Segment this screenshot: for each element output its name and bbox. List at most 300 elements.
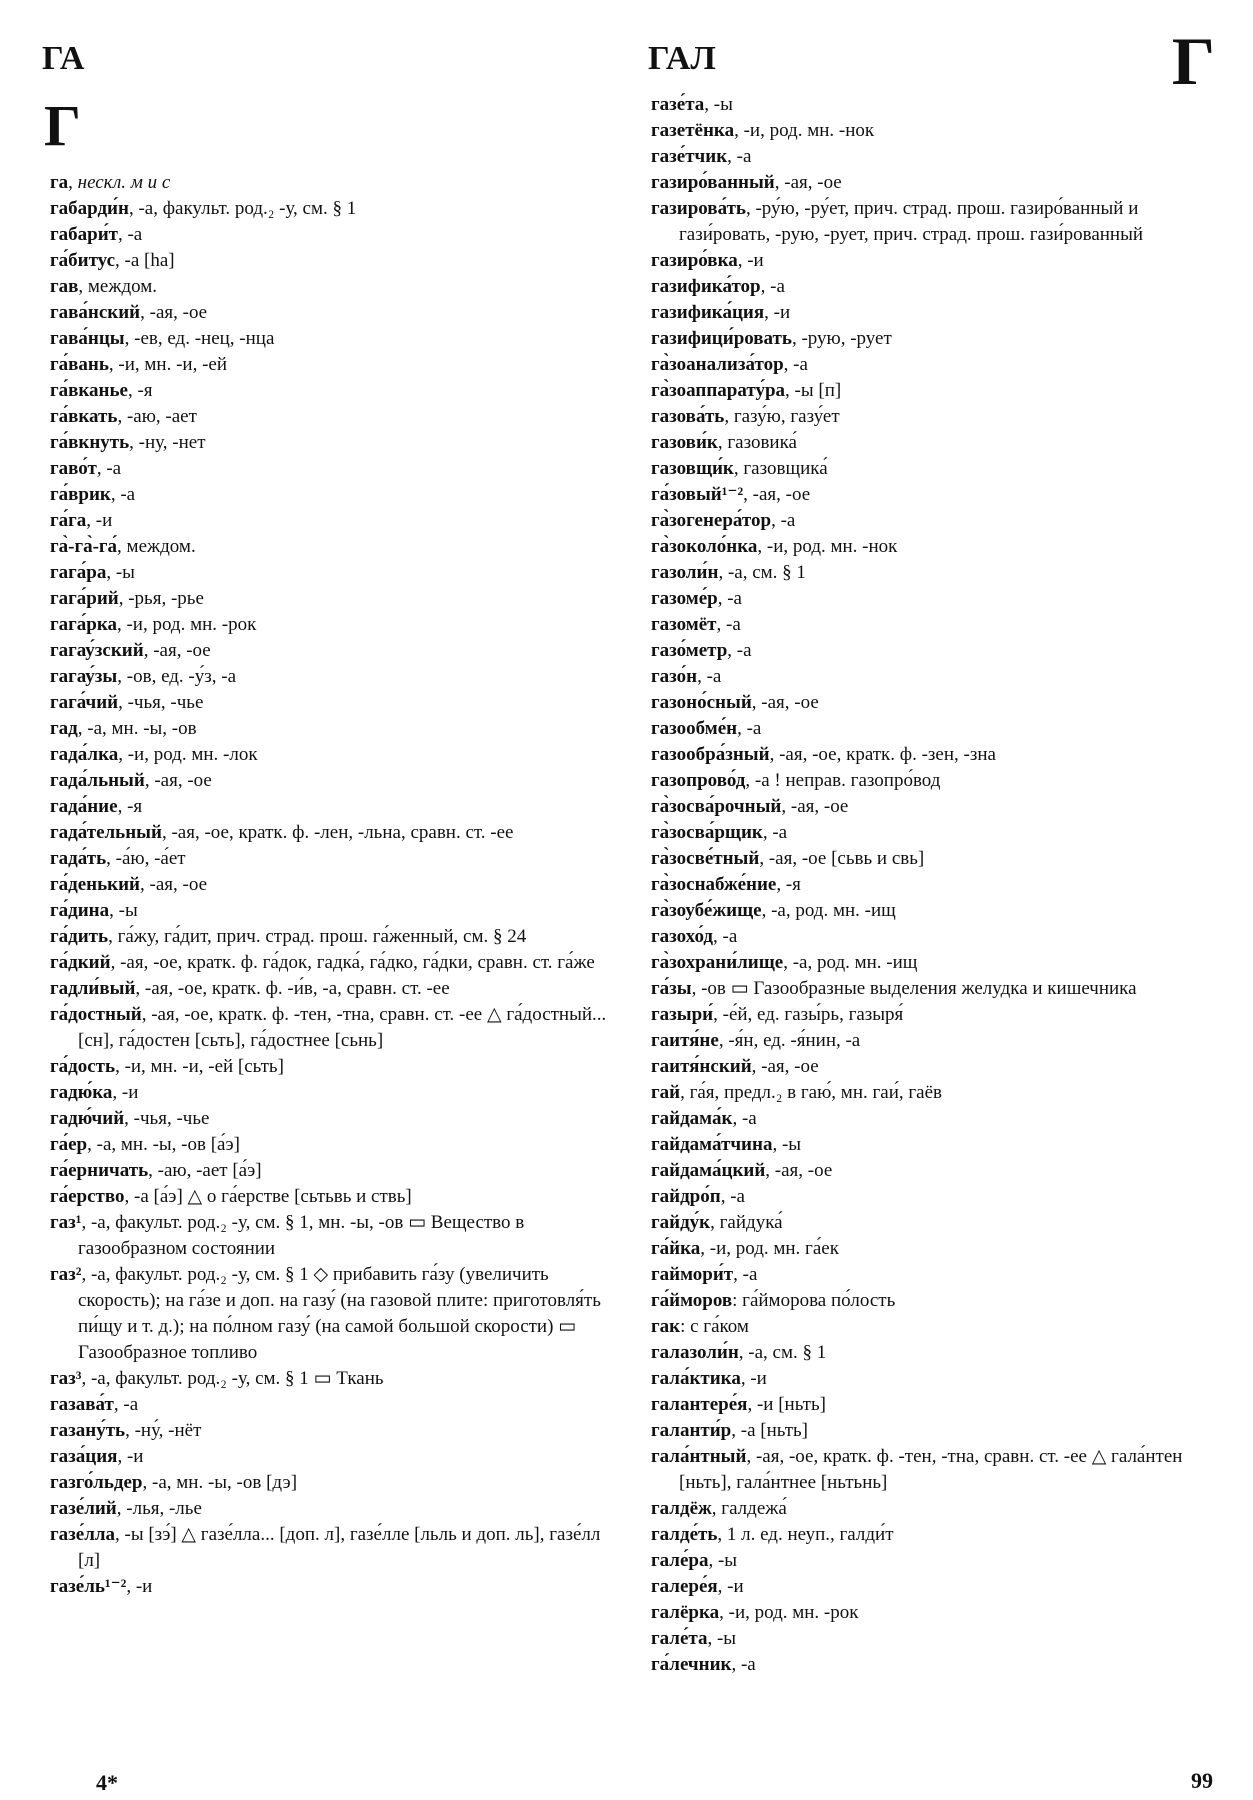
entry-headword: га̀зохрани́лище <box>651 952 784 973</box>
dictionary-entry <box>651 1418 1226 1444</box>
entry-headword: га́га <box>50 510 87 531</box>
dictionary-entry <box>651 898 1226 924</box>
entry-grammar: , -ну́, -нёт <box>125 1420 202 1441</box>
entry-headword: га́вкать <box>50 406 118 427</box>
entry-headword: гадю́ка <box>50 1082 113 1103</box>
dictionary-entry <box>50 950 615 976</box>
entry-grammar: , -и <box>737 250 764 271</box>
entry-grammar: , -и <box>740 1368 767 1389</box>
entry-headword: гаитя́не <box>651 1030 719 1051</box>
entry-headword: га̀зоубе́жище <box>651 900 762 921</box>
entry-grammar: , -а <box>716 614 741 635</box>
entry-grammar: , -и, род. мн. -рок <box>719 1602 859 1623</box>
entry-headword: га̀зоснабже́ние <box>651 874 777 895</box>
entry-grammar: , газовщика́ <box>733 458 828 479</box>
entry-grammar: , га́я, предл.₂ в гаю́, мн. гаи́, гаёв <box>680 1082 943 1103</box>
dictionary-entry <box>50 586 615 612</box>
entry-headword: гайду́к <box>651 1212 711 1233</box>
entry-headword: га́дить <box>50 926 109 947</box>
entry-headword: габарди́н <box>50 198 129 219</box>
entry-grammar: , -а <box>727 146 752 167</box>
entry-grammar: , -а, факульт. род.₂ -у, см. § 1 ◇ прибавить га́зу (увеличить скорость); на га́зе и доп. на газу́ (на газовой плите: приготовля́ть пи́щу и т. д.); на по́лном газу́ (на самой большой скорости) ▭ Газообразное топливо <box>78 1264 601 1363</box>
dictionary-entry <box>651 326 1226 352</box>
right-guide-word: ГАЛ <box>648 40 716 77</box>
entry-grammar: , -а <box>760 276 785 297</box>
dictionary-entry <box>50 612 615 638</box>
dictionary-entry <box>651 430 1226 456</box>
entry-grammar: : с га́ком <box>680 1316 749 1337</box>
dictionary-entry <box>50 1496 615 1522</box>
entry-grammar: , -а, мн. -ы, -ов [дэ] <box>142 1472 298 1493</box>
dictionary-entry <box>50 1080 615 1106</box>
entry-grammar: , -а <box>771 510 796 531</box>
entry-headword: гале́ра <box>651 1550 709 1571</box>
entry-grammar: , -ов, ед. -у́з, -а <box>117 666 237 687</box>
dictionary-entry <box>651 1626 1226 1652</box>
dictionary-entry <box>651 92 1226 118</box>
entry-grammar: , -а [ньть] <box>731 1420 808 1441</box>
dictionary-entry <box>651 820 1226 846</box>
entry-headword: газифици́ровать <box>651 328 792 349</box>
entry-headword: газетёнка <box>651 120 735 141</box>
entry-headword: га́зовый¹⁻² <box>651 484 744 505</box>
entry-grammar: , -а <box>697 666 722 687</box>
entry-headword: га́вканье <box>50 380 128 401</box>
entry-grammar: , -ы <box>707 1628 737 1649</box>
entry-headword: галантере́я <box>651 1394 748 1415</box>
entry-grammar: , -ы <box>704 94 733 115</box>
dictionary-entry <box>651 274 1226 300</box>
entry-headword: га̀зосва́рщик <box>651 822 763 843</box>
dictionary-entry <box>651 794 1226 820</box>
entry-headword: га́дина <box>50 900 110 921</box>
entry-headword: газе́лий <box>50 1498 117 1519</box>
entry-grammar: , -и <box>764 302 791 323</box>
entry-headword: га́ерство <box>50 1186 125 1207</box>
dictionary-entry <box>651 846 1226 872</box>
entry-headword: гага́ра <box>50 562 107 583</box>
dictionary-entry <box>50 378 615 404</box>
dictionary-entry <box>651 170 1226 196</box>
entry-grammar: , -ая, -ое <box>781 796 849 817</box>
entry-grammar: , -ая, -ое <box>143 640 211 661</box>
dictionary-entry <box>50 1444 615 1470</box>
entry-headword: газохо́д <box>651 926 714 947</box>
dictionary-entry <box>651 1574 1226 1600</box>
entry-grammar: , -а <box>96 458 122 479</box>
dictionary-entry <box>651 1340 1226 1366</box>
dictionary-entry <box>651 1002 1226 1028</box>
entry-headword: газоно́сный <box>651 692 752 713</box>
entry-grammar: , -ы <box>708 1550 738 1571</box>
entry-grammar: , -ы <box>106 562 135 583</box>
entry-grammar: , -и, род. мн. -нок <box>757 536 898 557</box>
entry-headword: гадю́чий <box>50 1108 125 1129</box>
dictionary-entry <box>651 560 1226 586</box>
entry-headword: газ³ <box>50 1368 82 1389</box>
entry-headword: га́битус <box>50 250 116 271</box>
entry-grammar: , -ая, -ое <box>774 172 842 193</box>
dictionary-entry <box>651 1392 1226 1418</box>
entry-grammar: , -а [а́э] △ о га́ерстве [сьтьвь и ствь] <box>124 1186 412 1207</box>
dictionary-entry <box>651 1054 1226 1080</box>
entry-grammar: , -а <box>762 822 788 843</box>
dictionary-entry <box>50 482 615 508</box>
dictionary-entry <box>50 1522 615 1574</box>
entry-grammar: , га́жу, га́дит, прич. страд. прош. га́женный, см. § 24 <box>108 926 527 947</box>
entry-grammar: , -рья, -рье <box>118 588 204 609</box>
entry-grammar: , -а <box>713 926 738 947</box>
entry-grammar: : га́йморова по́лость <box>732 1290 896 1311</box>
entry-grammar: , -аю, -ает [а́э] <box>148 1160 262 1181</box>
entry-grammar: , -а, род. мн. -ищ <box>783 952 918 973</box>
dictionary-entry <box>50 248 615 274</box>
entry-headword: галдёж <box>651 1498 712 1519</box>
entry-headword: газовщи́к <box>651 458 734 479</box>
entry-grammar-note: нескл. м и с <box>77 172 171 193</box>
entry-grammar: , -ая, -ое <box>140 302 208 323</box>
entry-headword: газоме́р <box>651 588 718 609</box>
dictionary-entry <box>50 924 615 950</box>
entry-headword: гага́рий <box>50 588 119 609</box>
entry-grammar: , -я <box>127 380 153 401</box>
dictionary-entry <box>50 1132 615 1158</box>
entry-headword: газе́ль¹⁻² <box>50 1576 127 1597</box>
dictionary-entry <box>651 456 1226 482</box>
entry-headword: га́лечник <box>651 1654 732 1675</box>
entry-grammar: , -ру́ю, -ру́ет, прич. страд. прош. газиро́ванный и гази́ровать, -рую, -рует, прич. страд. прош. гази́рованный <box>679 198 1144 245</box>
dictionary-entry <box>50 508 615 534</box>
entry-grammar: , -ая, -ое, кратк. ф. -зен, -зна <box>769 744 996 765</box>
entry-headword: газова́ть <box>651 406 725 427</box>
section-letter: Г <box>44 93 81 158</box>
entry-grammar: , -ая, -ое <box>743 484 811 505</box>
dictionary-entry <box>50 1054 615 1080</box>
entry-grammar: , -а, факульт. род.₂ -у, см. § 1, мн. -ы, -ов ▭ Вещество в газообразном состоянии <box>78 1212 525 1259</box>
entry-grammar: , -ы [п] <box>785 380 842 401</box>
entry-grammar: , -ая, -ое, кратк. ф. -и́в, -а, сравн. ст. -ее <box>135 978 450 999</box>
dictionary-entry <box>50 1158 615 1184</box>
entry-grammar: , -а [ha] <box>115 250 175 271</box>
entry-headword: галанти́р <box>651 1420 732 1441</box>
entry-headword: га́йморов <box>651 1290 733 1311</box>
dictionary-entry <box>50 222 615 248</box>
dictionary-entry <box>651 118 1226 144</box>
entry-grammar: , -я <box>776 874 801 895</box>
entry-headword: газифика́ция <box>651 302 765 323</box>
entry-grammar: , -и, род. мн. -лок <box>118 744 258 765</box>
dictionary-entry <box>651 1496 1226 1522</box>
top-right-letter: Г <box>1171 23 1215 99</box>
dictionary-entry <box>50 716 615 742</box>
entry-grammar: , междом. <box>117 536 196 557</box>
entry-headword: газообме́н <box>651 718 738 739</box>
entry-headword: га̀-га̀-га́ <box>50 536 118 557</box>
entry-grammar: , -ая, -ое [сьвь и свь] <box>759 848 925 869</box>
entry-headword: газго́льдер <box>50 1472 143 1493</box>
entry-grammar: , -а <box>110 484 136 505</box>
entry-grammar: , -и, мн. -и, -ей <box>108 354 228 375</box>
entry-headword: га́денький <box>50 874 141 895</box>
entry-headword: гагау́зы <box>50 666 118 687</box>
entry-grammar: , -и, род. мн. -рок <box>116 614 257 635</box>
entry-headword: гайдама́к <box>651 1108 733 1129</box>
dictionary-entry <box>50 430 615 456</box>
entry-grammar: , -ая, -ое <box>751 1056 819 1077</box>
entry-grammar: , -а <box>727 640 752 661</box>
entry-grammar: , -ов ▭ Газообразные выделения желудка и кишечника <box>691 978 1137 999</box>
entry-headword: га́ер <box>50 1134 88 1155</box>
entry-grammar: , -а, род. мн. -ищ <box>761 900 896 921</box>
dictionary-entry <box>50 456 615 482</box>
entry-grammar: , -ая, -ое <box>140 874 208 895</box>
entry-headword: га̀зоколо́нка <box>651 536 758 557</box>
entry-grammar: , -и, мн. -и, -ей [сьть] <box>115 1056 284 1077</box>
entry-grammar: , -аю, -ает <box>117 406 197 427</box>
dictionary-entry <box>50 1106 615 1132</box>
dictionary-entry <box>50 820 615 846</box>
entry-headword: галере́я <box>651 1576 718 1597</box>
right-column <box>651 92 1226 1678</box>
dictionary-entry <box>651 586 1226 612</box>
entry-headword: гала́ктика <box>651 1368 741 1389</box>
dictionary-entry <box>651 300 1226 326</box>
entry-headword: га̀зоанализа́тор <box>651 354 784 375</box>
entry-headword: га́дость <box>50 1056 116 1077</box>
entry-grammar: , -чья, -чье <box>118 692 204 713</box>
dictionary-entry <box>50 638 615 664</box>
dictionary-entry <box>651 1366 1226 1392</box>
dictionary-entry <box>651 1288 1226 1314</box>
dictionary-entry <box>651 638 1226 664</box>
dictionary-entry <box>50 768 615 794</box>
entry-headword: газоли́н <box>651 562 719 583</box>
entry-headword: газиро́вка <box>651 250 738 271</box>
entry-grammar: , -и [ньть] <box>747 1394 826 1415</box>
dictionary-entry <box>50 872 615 898</box>
signature-mark: 4* <box>96 1770 118 1795</box>
entry-grammar: , -лья, -лье <box>116 1498 202 1519</box>
dictionary-entry <box>50 664 615 690</box>
entry-headword: газови́к <box>651 432 718 453</box>
dictionary-entry <box>50 196 615 222</box>
dictionary-entry <box>651 872 1226 898</box>
entry-headword: гада́тельный <box>50 822 162 843</box>
entry-headword: гай <box>651 1082 681 1103</box>
dictionary-entry <box>50 404 615 430</box>
entry-headword: га́зы <box>651 978 692 999</box>
dictionary-entry <box>651 950 1226 976</box>
entry-headword: газомёт <box>651 614 717 635</box>
dictionary-entry <box>651 768 1226 794</box>
left-column <box>50 170 615 1600</box>
dictionary-entry <box>50 274 615 300</box>
dictionary-entry <box>651 1106 1226 1132</box>
entry-grammar: , -и <box>86 510 113 531</box>
entry-grammar: , -а <box>737 718 762 739</box>
dictionary-entry <box>50 794 615 820</box>
entry-headword: газыри́ <box>651 1004 714 1025</box>
entry-headword: гада́ние <box>50 796 118 817</box>
entry-headword: гава́нцы <box>50 328 125 349</box>
dictionary-entry <box>50 976 615 1002</box>
entry-headword: га́ерничать <box>50 1160 149 1181</box>
entry-grammar: , -ая, -ое, кратк. ф. га́док, гадка́, га́дко, га́дки, сравн. ст. га́же <box>110 952 595 973</box>
entry-headword: гаймори́т <box>651 1264 734 1285</box>
entry-grammar: , -ая, -ое <box>144 770 212 791</box>
dictionary-entry <box>651 1314 1226 1340</box>
entry-headword: габари́т <box>50 224 118 245</box>
dictionary-entry <box>651 534 1226 560</box>
entry-headword: га <box>50 172 69 193</box>
entry-grammar: , -и, род. мн. -нок <box>734 120 875 141</box>
entry-headword: гайдама́цкий <box>651 1160 766 1181</box>
entry-grammar: , -а ! неправ. газопро́вод <box>745 770 941 791</box>
entry-headword: га́врик <box>50 484 111 505</box>
entry-grammar: , -ая, -ое <box>765 1160 833 1181</box>
dictionary-entry <box>50 898 615 924</box>
entry-headword: газ¹ <box>50 1212 82 1233</box>
entry-grammar: , -ев, ед. -нец, -нца <box>124 328 275 349</box>
entry-grammar: , -рую, -рует <box>791 328 892 349</box>
dictionary-entry <box>651 404 1226 430</box>
entry-headword: галёрка <box>651 1602 720 1623</box>
entry-headword: га̀зогенера́тор <box>651 510 772 531</box>
dictionary-entry <box>50 534 615 560</box>
dictionary-entry <box>651 1236 1226 1262</box>
dictionary-entry <box>651 976 1226 1002</box>
dictionary-entry <box>50 690 615 716</box>
entry-grammar: , -ы <box>109 900 138 921</box>
entry-headword: гале́та <box>651 1628 708 1649</box>
entry-headword: газ² <box>50 1264 82 1285</box>
dictionary-entry <box>50 1184 615 1210</box>
entry-headword: галде́ть <box>651 1524 718 1545</box>
entry-headword: газообра́зный <box>651 744 770 765</box>
dictionary-entry <box>50 1262 615 1366</box>
left-guide-word: ГА <box>42 40 85 77</box>
entry-grammar: , -а <box>731 1654 756 1675</box>
entry-grammar: , -и, род. мн. га́ек <box>700 1238 839 1259</box>
dictionary-entry <box>651 196 1226 248</box>
entry-headword: газирова́ть <box>651 198 746 219</box>
dictionary-entry <box>50 1574 615 1600</box>
entry-headword: галазоли́н <box>651 1342 739 1363</box>
dictionary-entry <box>651 508 1226 534</box>
dictionary-entry <box>651 612 1226 638</box>
entry-headword: газава́т <box>50 1394 114 1415</box>
entry-grammar: , -а, факульт. род.₂ -у, см. § 1 ▭ Ткань <box>81 1368 384 1389</box>
entry-grammar: , -ая, -ое, кратк. ф. -тен, -тна, сравн. ст. -ее △ гала́нтен [ньть], гала́нтнее [ньтьнь] <box>679 1446 1183 1493</box>
dictionary-entry <box>50 1002 615 1054</box>
dictionary-entry <box>651 144 1226 170</box>
dictionary-entry <box>651 1600 1226 1626</box>
dictionary-entry <box>651 742 1226 768</box>
dictionary-entry <box>651 924 1226 950</box>
entry-headword: газо́метр <box>651 640 728 661</box>
entry-headword: газе́тчик <box>651 146 728 167</box>
dictionary-entry <box>651 1184 1226 1210</box>
entry-grammar: , -е́й, ед. газы́рь, газыря́ <box>713 1004 904 1025</box>
dictionary-entry <box>50 326 615 352</box>
dictionary-entry <box>651 716 1226 742</box>
entry-grammar: , -и <box>717 1576 744 1597</box>
entry-grammar: , -а, см. § 1 <box>718 562 806 583</box>
dictionary-entry <box>50 560 615 586</box>
entry-headword: гава́нский <box>50 302 141 323</box>
dictionary-entry <box>651 482 1226 508</box>
dictionary-entry <box>50 742 615 768</box>
entry-grammar: , -а, факульт. род.₂ -у, см. § 1 <box>128 198 357 219</box>
dictionary-entry <box>651 1262 1226 1288</box>
entry-headword: гала́нтный <box>651 1446 747 1467</box>
entry-headword: га́йка <box>651 1238 701 1259</box>
dictionary-entry <box>651 1522 1226 1548</box>
entry-grammar: , газовика́ <box>717 432 797 453</box>
entry-grammar: , -а, мн. -ы, -ов [а́э] <box>87 1134 240 1155</box>
entry-headword: гага́чий <box>50 692 119 713</box>
entry-headword: га̀зосве́тный <box>651 848 760 869</box>
entry-headword: газо́н <box>651 666 698 687</box>
dictionary-entry <box>651 248 1226 274</box>
dictionary-entry <box>651 1158 1226 1184</box>
dictionary-entry <box>651 1132 1226 1158</box>
entry-headword: гаво́т <box>50 458 97 479</box>
entry-headword: газе́та <box>651 94 705 115</box>
entry-headword: газифика́тор <box>651 276 761 297</box>
entry-headword: гайдама́тчина <box>651 1134 773 1155</box>
entry-grammar: , -и <box>112 1082 139 1103</box>
entry-grammar: , -ну, -нет <box>129 432 206 453</box>
entry-headword: гада́льный <box>50 770 145 791</box>
dictionary-entry <box>651 352 1226 378</box>
dictionary-entry <box>50 300 615 326</box>
entry-grammar: , -а <box>717 588 742 609</box>
dictionary-entry <box>50 352 615 378</box>
entry-headword: гада́ть <box>50 848 107 869</box>
entry-headword: газе́лла <box>50 1524 116 1545</box>
entry-headword: га́вкнуть <box>50 432 130 453</box>
entry-grammar: , -ая, -ое, кратк. ф. -тен, -тна, сравн. ст. -ее △ га́достный... [сн], га́достен [сьть], га́достнее [сьнь] <box>78 1004 607 1051</box>
entry-headword: газиро́ванный <box>651 172 775 193</box>
entry-headword: газану́ть <box>50 1420 126 1441</box>
entry-grammar: , -а <box>733 1264 758 1285</box>
entry-headword: газа́ция <box>50 1446 118 1467</box>
entry-headword: га́достный <box>50 1004 142 1025</box>
dictionary-entry <box>651 664 1226 690</box>
entry-grammar: , галдежа́ <box>711 1498 787 1519</box>
page-number: 99 <box>1191 1768 1213 1793</box>
entry-headword: га́вань <box>50 354 109 375</box>
dictionary-entry <box>651 1444 1226 1496</box>
dictionary-entry <box>651 1080 1226 1106</box>
entry-grammar: , газу́ю, газу́ет <box>724 406 840 427</box>
dictionary-entry <box>651 1210 1226 1236</box>
entry-headword: гаитя́нский <box>651 1056 752 1077</box>
entry-grammar: , -а, см. § 1 <box>738 1342 827 1363</box>
entry-headword: гагау́зский <box>50 640 144 661</box>
dictionary-entry <box>50 1418 615 1444</box>
entry-grammar: , -а <box>732 1108 757 1129</box>
entry-headword: гага́рка <box>50 614 117 635</box>
dictionary-entry <box>50 1470 615 1496</box>
dictionary-entry <box>651 378 1226 404</box>
entry-grammar: , -а, мн. -ы, -ов <box>77 718 197 739</box>
dictionary-entry <box>651 1028 1226 1054</box>
entry-headword: га́дкий <box>50 952 111 973</box>
entry-headword: гайдро́п <box>651 1186 721 1207</box>
dictionary-entry <box>50 170 615 196</box>
